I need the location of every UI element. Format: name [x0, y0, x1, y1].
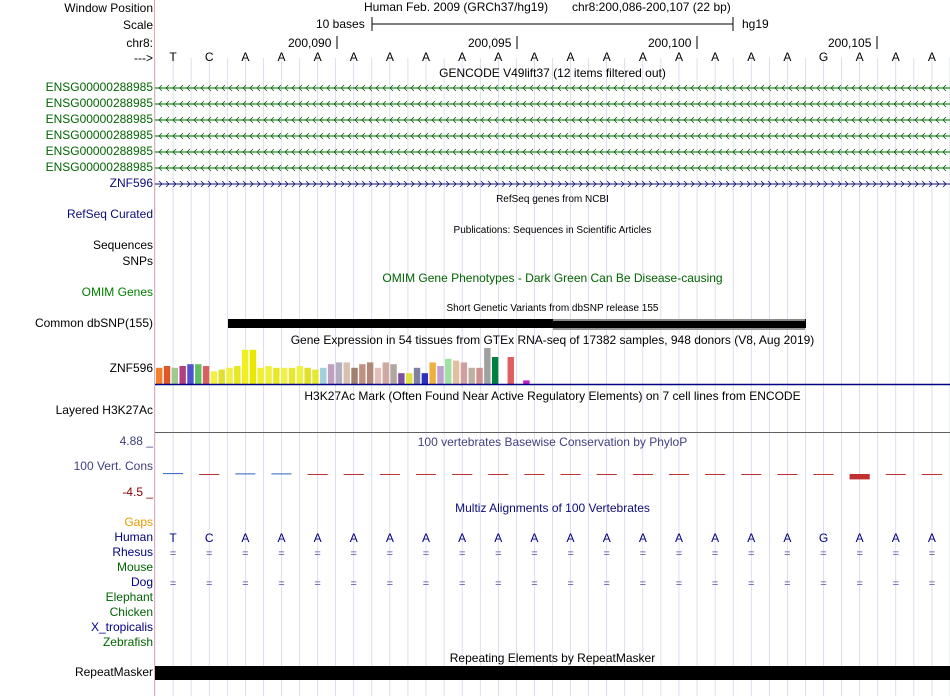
phylop-track-title: 100 vertebrates Basewise Conservation by PhyloP: [417, 435, 688, 449]
aligned-base-match: =: [820, 578, 827, 590]
phylop-score-bar: [488, 474, 508, 475]
aligned-base-match: =: [314, 578, 321, 590]
gtex-tissue-bar: [242, 350, 248, 384]
gtex-tissue-bar: [390, 364, 396, 384]
gtex-tissue-bar: [258, 368, 264, 384]
human-aligned-base: A: [891, 531, 900, 545]
reference-base: A: [927, 50, 936, 64]
phylop-score-bar: [344, 474, 364, 475]
aligned-base-match: =: [603, 578, 610, 590]
aligned-base-match: =: [242, 578, 249, 590]
reference-base: A: [747, 50, 756, 64]
gencode-item-label[interactable]: ENSG00000288985: [45, 160, 153, 174]
gtex-tissue-bar: [429, 362, 435, 384]
dbsnp-variant-overlap: [553, 319, 805, 321]
gtex-tissue-bar: [492, 357, 498, 384]
phylop-score-bar: [705, 474, 725, 475]
window-position-label: Window Position: [64, 1, 153, 15]
dbsnp-track-label[interactable]: Common dbSNP(155): [34, 316, 153, 330]
phylop-score-bar: [922, 474, 942, 475]
species-label-chicken: Chicken: [109, 605, 153, 619]
human-aligned-base: T: [169, 531, 177, 545]
conservation-min-label: -4.5 _: [122, 485, 153, 499]
phylop-score-bar: [524, 474, 544, 475]
human-aligned-base: C: [204, 531, 214, 545]
omim-track-label[interactable]: OMIM Genes: [81, 285, 153, 299]
reference-base: A: [891, 50, 900, 64]
gtex-tissue-bar: [164, 366, 170, 384]
h3k27ac-track-label[interactable]: Layered H3K27Ac: [55, 403, 153, 417]
gtex-tissue-bar: [219, 370, 225, 384]
human-aligned-base: G: [818, 531, 829, 545]
gtex-tissue-bar: [383, 362, 389, 384]
aligned-base-match: =: [169, 578, 177, 590]
ruler-tick-label: 200,100: [648, 36, 692, 50]
gtex-tissue-bar: [351, 368, 357, 384]
gtex-tissue-bar: [453, 361, 459, 384]
gtex-tissue-bar: [265, 366, 271, 384]
reference-base: A: [566, 50, 575, 64]
phylop-score-bar: [777, 474, 797, 475]
gtex-tissue-bar: [281, 368, 287, 384]
phylop-score-bar: [741, 474, 761, 475]
aligned-base-match: =: [205, 548, 213, 560]
aligned-base-match: =: [639, 548, 647, 560]
gtex-tissue-bar: [422, 373, 428, 384]
phylop-score-bar: [886, 474, 906, 475]
gtex-tissue-bar: [523, 380, 529, 384]
chr-label: chr8:: [126, 36, 153, 50]
gtex-tissue-bar: [297, 366, 303, 384]
phylop-score-bar: [271, 473, 291, 474]
phylop-score-bar: [669, 474, 689, 475]
gtex-tissue-bar: [469, 368, 475, 384]
phylop-score-bar: [561, 474, 581, 475]
aligned-base-match: =: [856, 548, 863, 560]
gtex-tissue-bar: [226, 368, 232, 384]
h3k27ac-track-title: H3K27Ac Mark (Often Found Near Active Regulatory Elements) on 7 cell lines from ENCODE: [304, 389, 801, 403]
gtex-tissue-bar: [445, 359, 451, 384]
aligned-base-match: =: [748, 548, 755, 560]
ruler-tick-label: 200,090: [288, 36, 332, 50]
aligned-base-match: =: [784, 548, 791, 560]
aligned-base-match: =: [711, 548, 719, 560]
phylop-score-bar: [850, 474, 870, 479]
phylop-score-bar: [452, 474, 472, 475]
gtex-tissue-bar: [289, 368, 295, 384]
phylop-score-bar: [163, 473, 183, 474]
gtex-tissue-bar: [304, 368, 310, 384]
reference-base: A: [602, 50, 611, 64]
gencode-item-label[interactable]: ENSG00000288985: [45, 96, 153, 110]
gtex-tissue-bar: [250, 350, 256, 384]
omim-track-title: OMIM Gene Phenotypes - Dark Green Can Be Disease-causing: [382, 271, 723, 285]
species-label-dog: Dog: [130, 575, 153, 589]
repeatmasker-track-title: Repeating Elements by RepeatMasker: [449, 651, 656, 665]
human-aligned-base: A: [458, 531, 467, 545]
gtex-tissue-bar: [484, 348, 490, 384]
dbsnp-variant-overlap: [553, 328, 805, 330]
gtex-tissue-bar: [320, 368, 326, 384]
refseq-track-label[interactable]: RefSeq Curated: [66, 207, 153, 221]
reference-base: A: [313, 50, 322, 64]
reference-base: A: [674, 50, 683, 64]
human-aligned-base: A: [349, 531, 358, 545]
human-aligned-base: A: [241, 531, 250, 545]
aligned-base-match: =: [675, 548, 683, 560]
reference-base: A: [458, 50, 467, 64]
aligned-base-match: =: [350, 578, 357, 590]
gtex-tissue-bar: [273, 368, 279, 384]
scale-bar-text: 10 bases: [316, 17, 365, 31]
aligned-base-match: =: [567, 548, 574, 560]
reference-base: A: [277, 50, 286, 64]
aligned-base-match: =: [892, 548, 900, 560]
aligned-base-match: =: [205, 578, 213, 590]
reference-base: A: [241, 50, 250, 64]
gtex-tissue-bar: [179, 366, 185, 384]
gtex-tissue-bar: [398, 373, 404, 384]
strand-arrow-label: --->: [134, 51, 153, 65]
aligned-base-match: =: [242, 548, 249, 560]
reference-base: A: [530, 50, 539, 64]
human-aligned-base: A: [927, 531, 936, 545]
species-label-zebrafish: Zebrafish: [102, 635, 153, 649]
aligned-base-match: =: [386, 548, 394, 560]
phylop-score-bar: [416, 474, 436, 475]
human-aligned-base: A: [566, 531, 575, 545]
conservation-track-label[interactable]: 100 Vert. Cons: [73, 459, 153, 473]
gtex-tissue-bar: [312, 370, 318, 384]
conservation-max-label: 4.88 _: [119, 434, 153, 448]
aligned-base-match: =: [639, 578, 647, 590]
aligned-base-match: =: [495, 578, 502, 590]
human-aligned-base: A: [711, 531, 720, 545]
aligned-base-match: =: [531, 578, 538, 590]
gtex-tissue-bar: [234, 366, 240, 384]
gtex-tissue-bar: [344, 362, 350, 384]
gtex-tissue-bar: [156, 368, 162, 384]
reference-base: A: [783, 50, 792, 64]
human-aligned-base: A: [313, 531, 322, 545]
aligned-base-match: =: [169, 548, 177, 560]
species-label-elephant: Elephant: [105, 590, 153, 604]
gtex-tissue-bar: [461, 362, 467, 384]
phylop-score-bar: [199, 474, 219, 475]
reference-base: C: [204, 50, 214, 64]
aligned-base-match: =: [531, 548, 538, 560]
human-aligned-base: A: [602, 531, 611, 545]
gtex-tissue-bar: [437, 366, 443, 384]
znf596-gene-label[interactable]: ZNF596: [109, 176, 153, 190]
human-aligned-base: A: [783, 531, 792, 545]
phylop-score-bar: [597, 474, 617, 475]
gencode-item-label[interactable]: ENSG00000288985: [45, 80, 153, 94]
gtex-track-title: Gene Expression in 54 tissues from GTEx RNA-seq of 17382 samples, 948 donors (V8, Aug 2019): [290, 333, 815, 347]
position-title: chr8:200,086-200,107 (22 bp): [572, 0, 731, 14]
aligned-base-match: =: [386, 578, 394, 590]
phylop-score-bar: [235, 473, 255, 474]
human-aligned-base: A: [674, 531, 683, 545]
aligned-base-match: =: [784, 578, 791, 590]
aligned-base-match: =: [892, 578, 900, 590]
gtex-tissue-bar: [336, 362, 342, 384]
human-aligned-base: A: [385, 531, 394, 545]
gencode-item-label[interactable]: ENSG00000288985: [45, 128, 153, 142]
refseq-track-title: RefSeq genes from NCBI: [496, 194, 609, 205]
species-label-rhesus: Rhesus: [112, 545, 153, 559]
reference-base: A: [638, 50, 647, 64]
human-aligned-base: A: [422, 531, 431, 545]
multiz-track-title: Multiz Alignments of 100 Vertebrates: [455, 501, 650, 515]
ruler-tick-label: 200,105: [828, 36, 872, 50]
gtex-tissue-bar: [172, 368, 178, 384]
aligned-base-match: =: [350, 548, 357, 560]
aligned-base-match: =: [928, 548, 936, 560]
gencode-item-label[interactable]: ENSG00000288985: [45, 112, 153, 126]
gtex-tissue-bar: [406, 373, 412, 384]
human-aligned-base: A: [747, 531, 756, 545]
gtex-tissue-bar: [375, 368, 381, 384]
gencode-item-label[interactable]: ENSG00000288985: [45, 144, 153, 158]
repeatmasker-track-label[interactable]: RepeatMasker: [74, 665, 153, 679]
reference-base: A: [494, 50, 503, 64]
phylop-score-bar: [633, 474, 653, 475]
gencode-track-title: GENCODE V49lift37 (12 items filtered out): [439, 66, 666, 80]
dbsnp-track-title: Short Genetic Variants from dbSNP release 155: [446, 303, 659, 314]
aligned-base-match: =: [422, 578, 430, 590]
species-label-x-tropicalis: X_tropicalis: [90, 620, 153, 634]
aligned-base-match: =: [458, 578, 466, 590]
assembly-title: Human Feb. 2009 (GRCh37/hg19): [364, 0, 549, 14]
scale-bar-db: hg19: [742, 17, 769, 31]
sequences-track-label[interactable]: Sequences: [92, 238, 153, 252]
species-label-mouse: Mouse: [116, 560, 153, 574]
phylop-score-bar: [813, 474, 833, 475]
gtex-track-label[interactable]: ZNF596: [109, 361, 153, 375]
reference-base: G: [818, 50, 829, 64]
gtex-tissue-bar: [203, 366, 209, 384]
gaps-label: Gaps: [124, 515, 153, 529]
gtex-tissue-bar: [508, 357, 514, 384]
reference-base: A: [711, 50, 720, 64]
gtex-tissue-bar: [476, 368, 482, 384]
phylop-score-bar: [308, 474, 328, 475]
gtex-tissue-bar: [328, 364, 334, 384]
human-aligned-base: A: [530, 531, 539, 545]
aligned-base-match: =: [603, 548, 610, 560]
ruler-tick-label: 200,095: [468, 36, 512, 50]
aligned-base-match: =: [711, 578, 719, 590]
aligned-base-match: =: [422, 548, 430, 560]
gtex-tissue-bar: [414, 368, 420, 384]
snps-track-label[interactable]: SNPs: [122, 254, 153, 268]
reference-base: A: [422, 50, 431, 64]
gtex-tissue-bar: [187, 364, 193, 384]
publications-track-title: Publications: Sequences in Scientific Articles: [453, 225, 652, 236]
species-label-human: Human: [114, 530, 153, 544]
human-aligned-base: A: [855, 531, 864, 545]
human-aligned-base: A: [638, 531, 647, 545]
human-aligned-base: A: [277, 531, 286, 545]
aligned-base-match: =: [458, 548, 466, 560]
phylop-score-bar: [380, 474, 400, 475]
aligned-base-match: =: [928, 578, 936, 590]
repeatmasker-element: [155, 666, 950, 680]
reference-base: A: [385, 50, 394, 64]
gtex-tissue-bar: [367, 362, 373, 384]
aligned-base-match: =: [495, 548, 502, 560]
aligned-base-match: =: [675, 578, 683, 590]
aligned-base-match: =: [856, 578, 863, 590]
gtex-tissue-bar: [359, 364, 365, 384]
gtex-tissue-bar: [195, 364, 201, 384]
aligned-base-match: =: [748, 578, 755, 590]
aligned-base-match: =: [314, 548, 321, 560]
aligned-base-match: =: [278, 578, 285, 590]
scale-label: Scale: [122, 18, 153, 32]
human-aligned-base: A: [494, 531, 503, 545]
aligned-base-match: =: [278, 548, 285, 560]
aligned-base-match: =: [820, 548, 827, 560]
aligned-base-match: =: [567, 578, 574, 590]
reference-base: A: [349, 50, 358, 64]
reference-base: T: [169, 50, 177, 64]
reference-base: A: [855, 50, 864, 64]
gtex-tissue-bar: [211, 371, 217, 384]
